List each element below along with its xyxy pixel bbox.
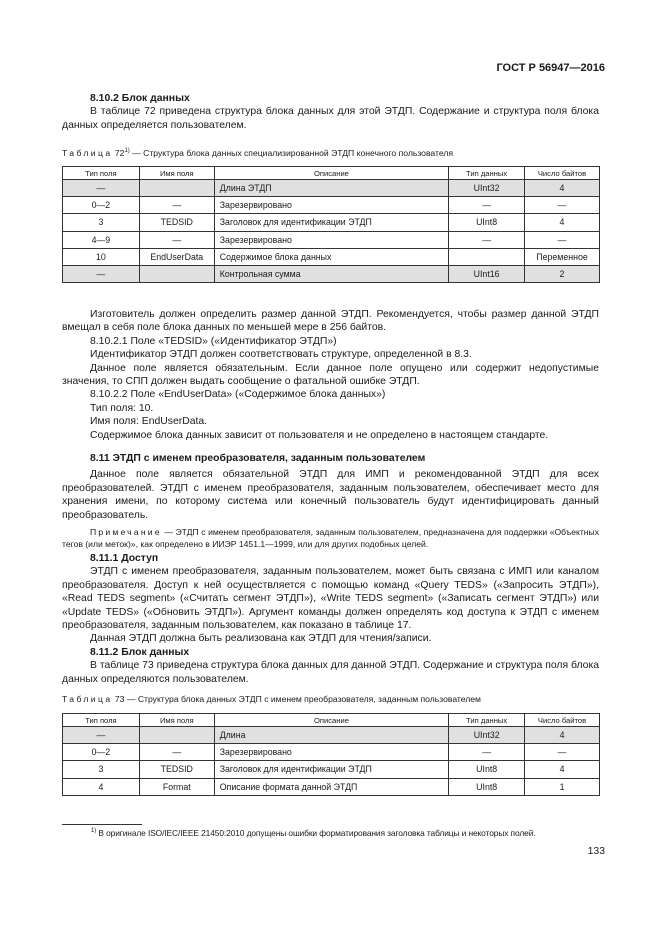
cell: — (449, 231, 525, 248)
paragraph: Содержимое блока данных зависит от пользователя и не определено в настоящем стандарте. (90, 429, 549, 441)
caption-number: 72 (114, 148, 125, 158)
caption-text: — Структура блока данных специализированной ЭТДП конечного пользователя (129, 148, 454, 158)
cell: Длина ЭТДП (214, 180, 448, 197)
paragraph: Данное поле является обязательным. Если данное поле опущено или содержит недопустимые значения, то СПП должен выдать сообщение о фатальной ошибке ЭТДП. (62, 362, 599, 388)
caption-text: — Структура блока данных ЭТДП с именем преобразователя, заданным пользователем (124, 694, 481, 704)
cell: — (139, 231, 214, 248)
cell: 4 (525, 214, 600, 231)
cell (139, 265, 214, 282)
table-row (63, 727, 600, 744)
header-cell: Описание (214, 714, 449, 727)
table-72 (62, 166, 600, 283)
cell: EndUserData (139, 248, 214, 265)
cell: — (449, 197, 525, 214)
cell: 3 (63, 761, 140, 778)
cell: Длина (214, 727, 449, 744)
cell: UInt32 (449, 727, 525, 744)
cell: TEDSID (139, 214, 214, 231)
table-row (63, 778, 600, 795)
paragraph: Имя поля: EndUserData. (90, 416, 208, 428)
note-word: Примечание (90, 527, 162, 538)
cell: 0—2 (63, 744, 140, 761)
cell: — (63, 727, 140, 744)
cell (139, 180, 214, 197)
cell: Описание формата данной ЭТДП (214, 778, 449, 795)
cell: 0—2 (63, 197, 140, 214)
cell: UInt8 (449, 778, 525, 795)
cell: — (139, 197, 214, 214)
cell: 4 (525, 727, 600, 744)
header-cell: Тип поля (63, 714, 140, 727)
note (62, 526, 599, 550)
cell: Заголовок для идентификации ЭТДП (214, 761, 449, 778)
cell: — (63, 265, 140, 282)
cell: — (63, 180, 140, 197)
section-8-11 (62, 452, 599, 686)
cell: 4—9 (63, 231, 140, 248)
paragraph: В таблице 72 приведена структура блока данных для этой ЭТДП. Содержание и структура поля блока данных определяется пользователем. (62, 106, 599, 131)
header-cell: Тип данных (449, 167, 525, 180)
paragraph: В таблице 73 приведена структура блока данных для данной ЭТДП. Содержание и структура поля блока данных определяются пользователем. (62, 660, 599, 685)
header-cell: Тип данных (449, 714, 525, 727)
cell: 1 (525, 778, 600, 795)
cell: Заголовок для идентификации ЭТДП (214, 214, 448, 231)
cell: 10 (63, 248, 140, 265)
table-73-caption (62, 694, 481, 704)
cell: — (525, 197, 600, 214)
table-row (63, 744, 600, 761)
table-row (63, 248, 600, 265)
cell: Зарезервировано (214, 197, 448, 214)
table-73 (62, 713, 600, 796)
table-row (63, 265, 600, 282)
page-number: 133 (587, 846, 605, 857)
header-cell: Число байтов (525, 167, 600, 180)
cell (139, 727, 214, 744)
cell: 3 (63, 214, 140, 231)
cell: — (525, 231, 600, 248)
paragraph: Данное поле является обязательной ЭТДП для ИМП и рекомендованной ЭТДП для всех преобразователей. ЭТДП с именем преобразователя, заданным пользователем, обеспечивает место для хранения имени, по которому система или конечный пользователь будут идентифицировать данный преобразователь. (62, 469, 599, 521)
cell: TEDSID (139, 761, 214, 778)
cell: — (525, 744, 600, 761)
table-row (63, 231, 600, 248)
note-text: — ЭТДП с именем преобразователя, заданным пользователем, предназначена для поддержки «Объектных тегов (или меток)», как определено в ИИЭР 1451.1—1999, или для других подобных целей. (62, 527, 599, 550)
section-heading: 8.11.2 Блок данных (90, 646, 190, 658)
table-row (63, 761, 600, 778)
cell: 4 (525, 761, 600, 778)
table-header-row (63, 714, 600, 727)
footnote-mark: 1) (91, 828, 97, 835)
cell: UInt8 (449, 761, 525, 778)
cell: 4 (525, 180, 600, 197)
cell: Переменное (525, 248, 600, 265)
section-heading: 8.11.1 Доступ (90, 553, 159, 565)
paragraph: 8.10.2.1 Поле «TEDSID» («Идентификатор ЭТДП») (90, 335, 337, 347)
caption-word: Таблица (62, 148, 113, 158)
cell: UInt32 (449, 180, 525, 197)
cell: — (139, 744, 214, 761)
header-cell: Число байтов (525, 714, 600, 727)
section-heading: 8.10.2 Блок данных (90, 93, 190, 104)
paragraph: 8.10.2.2 Поле «EndUserData» («Содержимое блока данных») (90, 389, 386, 401)
header-cell: Имя поля (139, 714, 214, 727)
paragraph: Идентификатор ЭТДП должен соответствовать структуре, определенной в 8.3. (90, 349, 472, 361)
section-heading: 8.11 ЭТДП с именем преобразователя, заданным пользователем (90, 453, 426, 464)
table-row (63, 197, 600, 214)
paragraph: Изготовитель должен определить размер данной ЭТДП. Рекомендуется, чтобы размер данной ЭТДП вмещал в себя поле блока данных по меньшей мере в 256 байтов. (62, 309, 599, 334)
table-header-row (63, 167, 600, 180)
paragraph: Данная ЭТДП должна быть реализована как ЭТДП для чтения/записи. (90, 633, 432, 645)
header-cell: Имя поля (139, 167, 214, 180)
caption-number: 73 (114, 694, 125, 704)
cell: 4 (63, 778, 140, 795)
cell: — (449, 744, 525, 761)
paragraph: Тип поля: 10. (90, 402, 154, 414)
caption-footnote-ref: 1) (124, 148, 130, 155)
footnote (91, 828, 536, 838)
header-cell: Описание (214, 167, 448, 180)
cell: 2 (525, 265, 600, 282)
section-8-10-2-body (62, 308, 599, 442)
cell: Format (139, 778, 214, 795)
footnote-separator (62, 824, 142, 825)
document-id: ГОСТ Р 56947—2016 (496, 62, 605, 74)
paragraph: ЭТДП с именем преобразователя, заданным пользователем, может быть связана с ИМП или каналом преобразователя. Доступ к ней осуществляется с помощью команд «Query TEDS» («Запросить ЭТДП»), «Read TEDS segment» («Считать сегмент ЭТДП»), «Write TEDS segment» («Записать сегмент ЭТДП») или «Update TEDS» («Обновить ЭТДП»). Аргумент команды должен определять код доступа к ЭТДП с именем преобразователя, заданным пользователем, как показано в таблице 17. (62, 566, 599, 632)
section-8-10-2 (62, 92, 599, 132)
cell: Содержимое блока данных (214, 248, 448, 265)
cell (449, 248, 525, 265)
cell: Зарезервировано (214, 231, 448, 248)
cell: UInt8 (449, 214, 525, 231)
cell: Зарезервировано (214, 744, 449, 761)
table-72-caption (62, 148, 453, 158)
caption-word: Таблица (62, 694, 113, 704)
cell: Контрольная сумма (214, 265, 448, 282)
table-row (63, 214, 600, 231)
table-row (63, 180, 600, 197)
header-cell: Тип поля (63, 167, 140, 180)
cell: UInt16 (449, 265, 525, 282)
footnote-text: В оригинале ISO/IEC/IEEE 21450:2010 допущены ошибки форматирования заголовка таблицы и некоторых полей. (96, 828, 536, 838)
